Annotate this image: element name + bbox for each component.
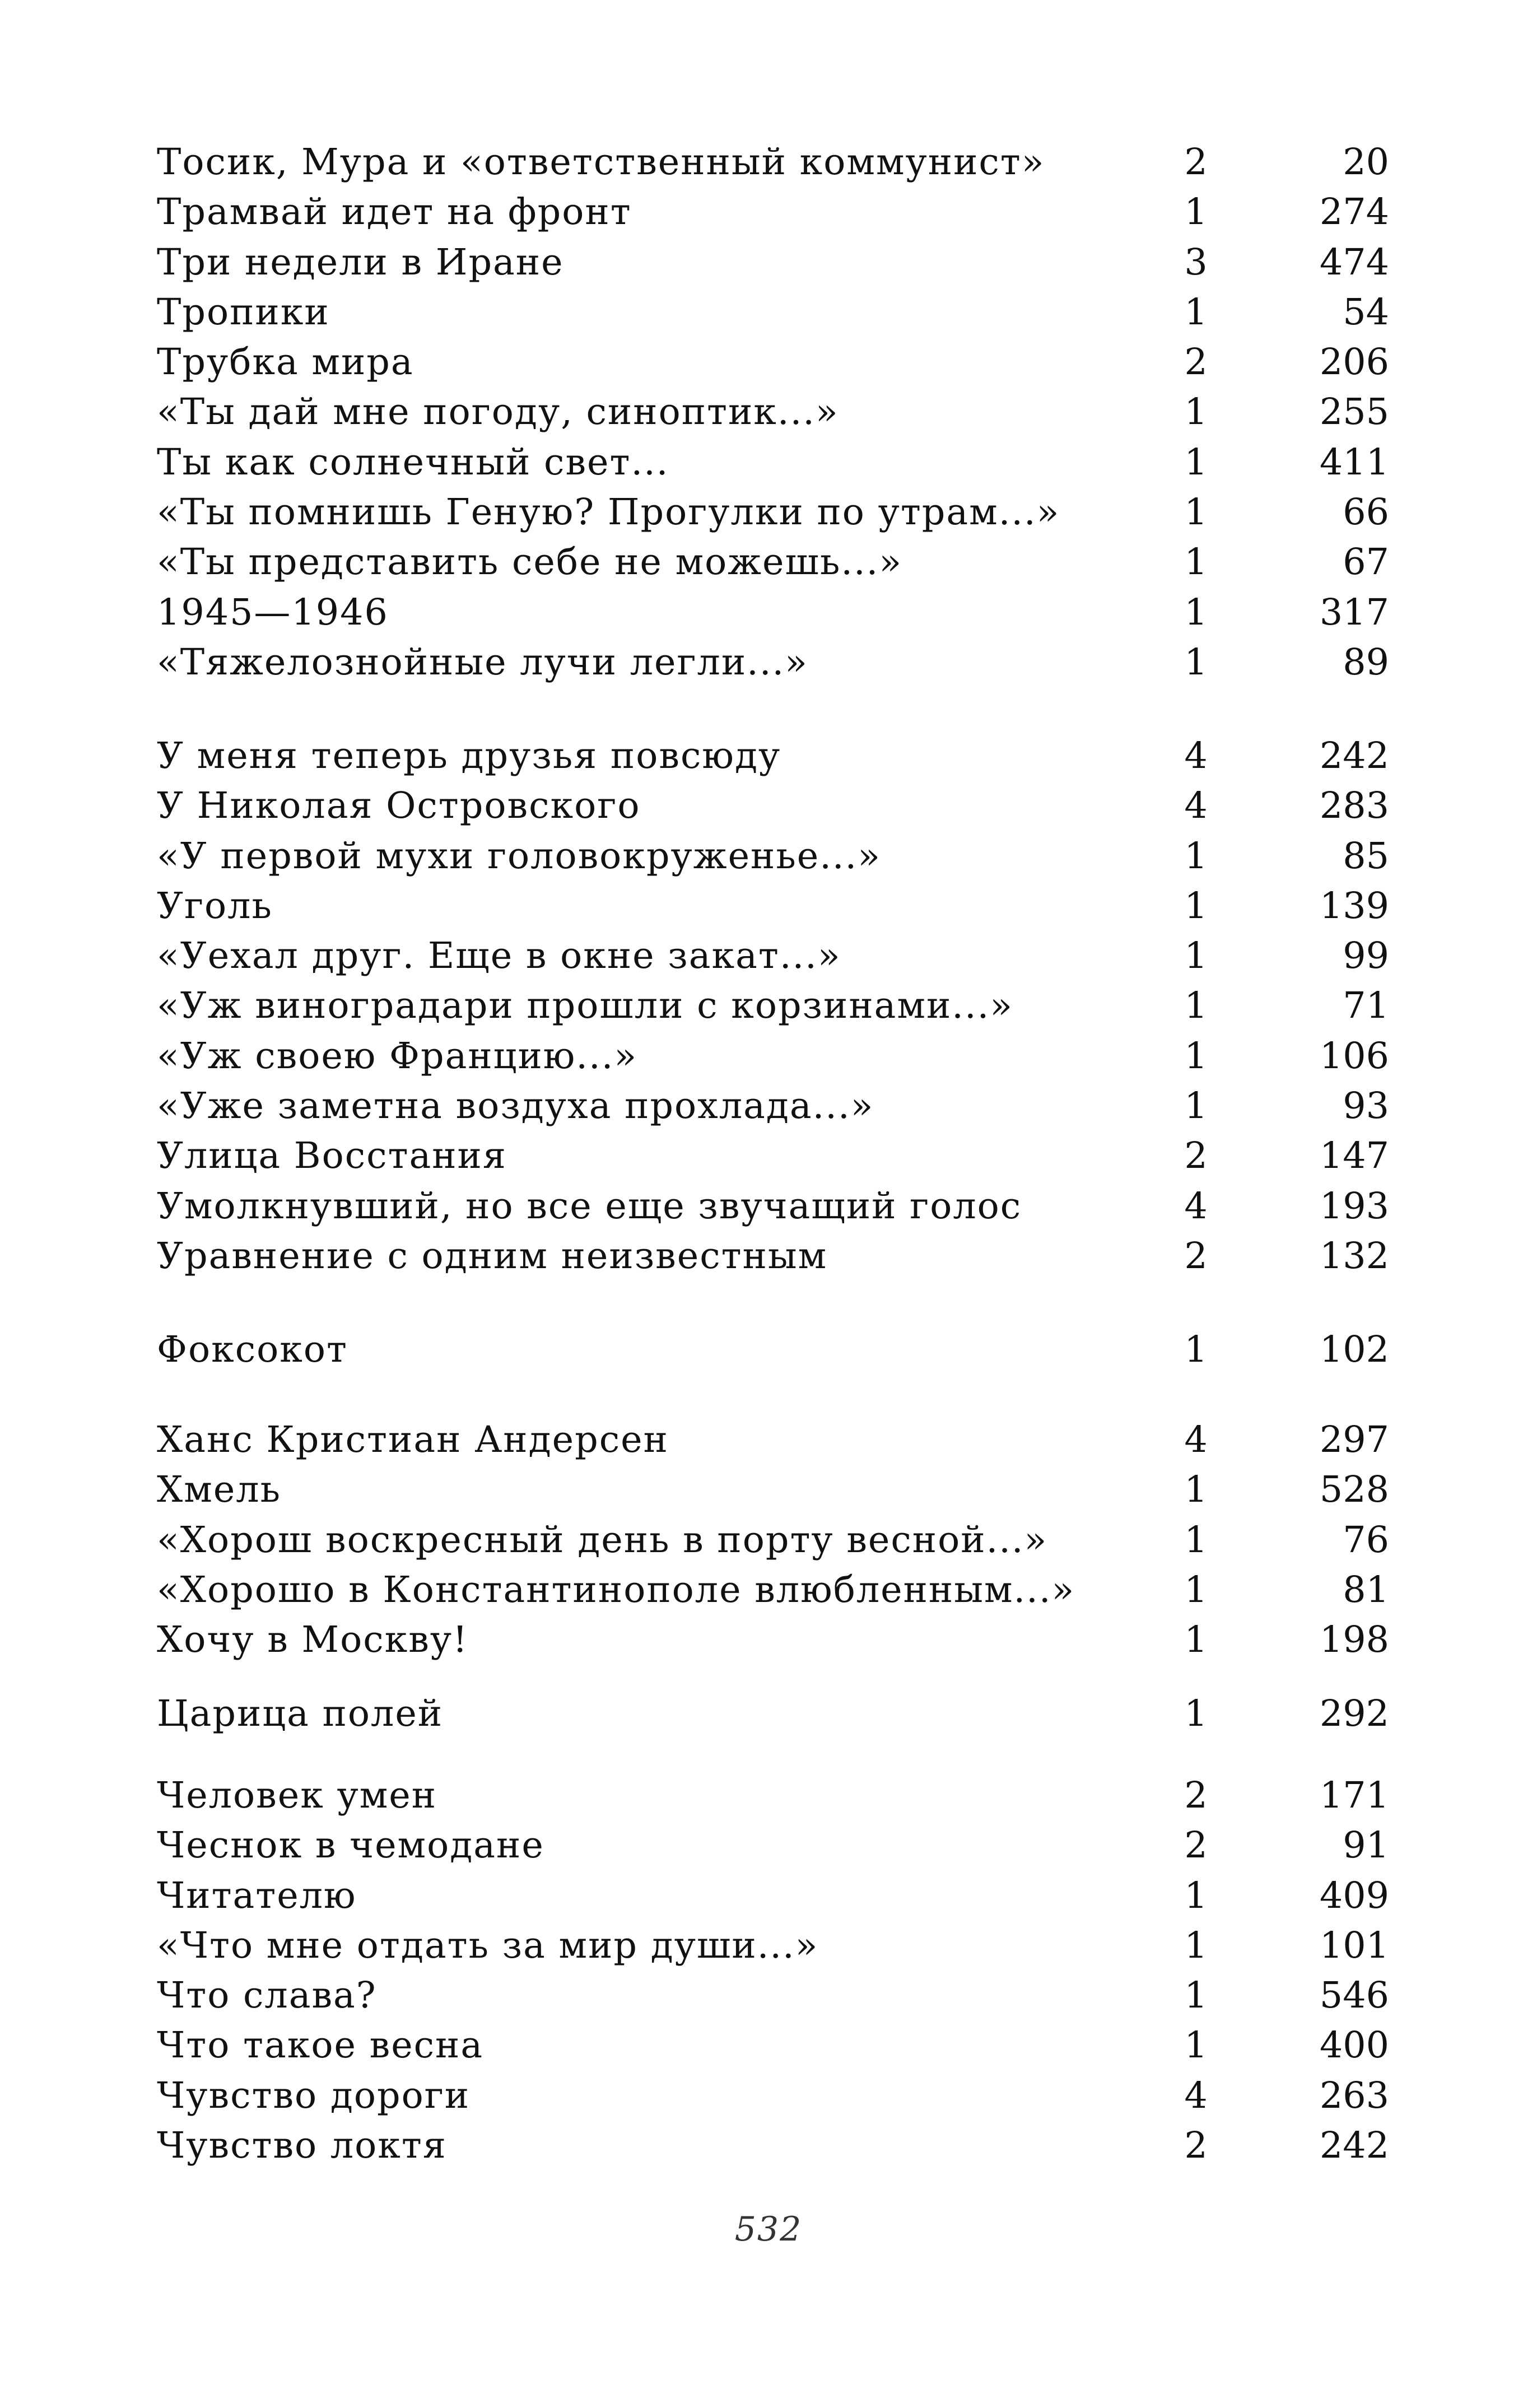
entry-page: 283 [1319,785,1389,827]
index-entry [157,1081,1389,1131]
index-entry [157,1131,1389,1181]
entry-title: «Ты представить себе не можешь...» [157,541,903,584]
entry-volume: 3 [1184,241,1208,283]
index-entry [157,1615,1389,1665]
entry-title: Чувство локтя [157,2125,447,2167]
index-entry [157,881,1389,931]
entry-page: 71 [1343,985,1389,1027]
index-group-ts [157,1689,1389,1739]
index-entry [157,931,1389,981]
index-entry [157,1689,1389,1739]
entry-title: Трубка мира [157,341,414,384]
entry-volume: 1 [1184,1924,1208,1967]
entry-volume: 1 [1184,1974,1208,2017]
entry-volume: 2 [1184,1235,1208,1277]
entry-title: «Уж виноградари прошли с корзинами...» [157,985,1014,1027]
index-entry [157,2020,1389,2070]
entry-page: 101 [1319,1924,1389,1967]
entry-page: 132 [1319,1235,1389,1277]
entry-page: 274 [1319,191,1389,234]
entry-volume: 1 [1184,1519,1208,1561]
entry-page: 474 [1319,241,1389,283]
entry-page: 198 [1319,1619,1389,1661]
index-group-kh [157,1415,1389,1665]
entry-volume: 1 [1184,2024,1208,2067]
entry-volume: 1 [1184,1329,1208,1371]
entry-page: 317 [1319,591,1389,634]
entry-title: Что такое весна [157,2024,484,2067]
index-group-u [157,731,1389,1281]
index-group-ch [157,1771,1389,2171]
entry-title: «Хорошо в Константинополе влюбленным...» [157,1568,1075,1611]
entry-title: Ханс Кристиан Андерсен [157,1419,669,1461]
entry-page: 546 [1319,1974,1389,2017]
entry-title: Умолкнувший, но все еще звучащий голос [157,1185,1022,1227]
entry-volume: 1 [1184,291,1208,333]
entry-page: 102 [1319,1329,1389,1371]
index-entry [157,287,1389,337]
entry-title: Человек умен [157,1774,437,1817]
index-entry [157,237,1389,287]
entry-volume: 4 [1184,735,1208,777]
entry-page: 89 [1343,641,1389,683]
entry-page: 297 [1319,1419,1389,1461]
index-entry [157,1465,1389,1515]
entry-volume: 1 [1184,1085,1208,1128]
entry-page: 76 [1343,1519,1389,1561]
index-entry [157,1031,1389,1081]
index-entry [157,1871,1389,1921]
entry-page: 54 [1343,291,1389,333]
index-entry [157,1181,1389,1231]
entry-page: 206 [1319,341,1389,384]
entry-title: У Николая Островского [157,785,641,827]
entry-volume: 1 [1184,1693,1208,1735]
index-entry [157,337,1389,387]
entry-volume: 1 [1184,884,1208,927]
index-group-t [157,137,1389,687]
entry-title: Что слава? [157,1974,377,2017]
entry-volume: 2 [1184,141,1208,183]
index-entry [157,387,1389,437]
entry-page: 242 [1319,2125,1389,2167]
index-entry [157,187,1389,237]
entry-title: Уголь [157,884,273,927]
index-entry [157,537,1389,587]
entry-title: Фоксокот [157,1329,348,1371]
index-entry [157,2071,1389,2121]
index-entry [157,1820,1389,1870]
entry-title: Уравнение с одним неизвестным [157,1235,828,1277]
entry-volume: 4 [1184,1419,1208,1461]
entry-title: Трамвай идет на фронт [157,191,632,234]
entry-page: 242 [1319,735,1389,777]
index-entry [157,781,1389,831]
entry-title: Ты как солнечный свет... [157,441,669,483]
entry-volume: 1 [1184,1568,1208,1611]
index-entry [157,1921,1389,1971]
entry-volume: 2 [1184,1824,1208,1867]
index-entry [157,2121,1389,2171]
entry-volume: 2 [1184,341,1208,384]
entry-page: 193 [1319,1185,1389,1227]
entry-title: Тропики [157,291,330,333]
entry-title: «Ты дай мне погоду, синоптик...» [157,391,839,434]
index-group-f [157,1325,1389,1375]
entry-title: «Хорош воскресный день в порту весной...» [157,1519,1048,1561]
index-entry [157,1515,1389,1565]
entry-title: Читателю [157,1874,357,1917]
entry-volume: 4 [1184,785,1208,827]
index-entry [157,1565,1389,1615]
entry-title: «У первой мухи головокруженье...» [157,835,881,877]
entry-volume: 1 [1184,541,1208,584]
entry-page: 171 [1319,1774,1389,1817]
entry-title: «Уж своею Францию...» [157,1035,638,1077]
entry-volume: 1 [1184,835,1208,877]
entry-page: 106 [1319,1035,1389,1077]
entry-title: Тосик, Мура и «ответственный коммунист» [157,141,1045,183]
entry-page: 93 [1343,1085,1389,1128]
entry-page: 400 [1319,2024,1389,2067]
index-entry [157,437,1389,487]
entry-title: «Ты помнишь Геную? Прогулки по утрам...» [157,491,1060,534]
entry-title: Царица полей [157,1693,444,1735]
entry-volume: 1 [1184,441,1208,483]
index-entry [157,487,1389,537]
index-entry [157,981,1389,1031]
index-entry [157,1231,1389,1281]
entry-volume: 1 [1184,591,1208,634]
entry-volume: 1 [1184,191,1208,234]
entry-volume: 2 [1184,1135,1208,1177]
index-entry [157,831,1389,881]
entry-volume: 1 [1184,1035,1208,1077]
entry-volume: 4 [1184,1185,1208,1227]
entry-volume: 1 [1184,935,1208,977]
index-entry [157,588,1389,637]
entry-title: «Уехал друг. Еще в окне закат...» [157,935,841,977]
page-number: 532 [734,2210,803,2249]
entry-title: Чувство дороги [157,2074,471,2117]
index-entry [157,1971,1389,2020]
entry-page: 67 [1343,541,1389,584]
index-entry [157,137,1389,187]
index-entry [157,1771,1389,1820]
index-entry [157,731,1389,781]
entry-page: 292 [1319,1693,1389,1735]
entry-page: 409 [1319,1874,1389,1917]
entry-volume: 1 [1184,641,1208,683]
entry-title: «Уже заметна воздуха прохлада...» [157,1085,874,1128]
entry-page: 139 [1319,884,1389,927]
entry-page: 263 [1319,2074,1389,2117]
entry-title: Хочу в Москву! [157,1619,469,1661]
entry-volume: 4 [1184,2074,1208,2117]
entry-volume: 2 [1184,2125,1208,2167]
index-entry [157,1415,1389,1465]
entry-page: 147 [1319,1135,1389,1177]
entry-page: 66 [1343,491,1389,534]
entry-page: 81 [1343,1568,1389,1611]
entry-title: Хмель [157,1469,281,1511]
entry-page: 411 [1319,441,1389,483]
entry-volume: 1 [1184,1619,1208,1661]
entry-page: 20 [1343,141,1389,183]
entry-title: «Тяжелознойные лучи легли...» [157,641,808,683]
entry-volume: 1 [1184,491,1208,534]
entry-volume: 2 [1184,1774,1208,1817]
entry-volume: 1 [1184,1874,1208,1917]
entry-volume: 1 [1184,985,1208,1027]
entry-page: 85 [1343,835,1389,877]
entry-page: 255 [1319,391,1389,434]
index-entry [157,637,1389,687]
entry-volume: 1 [1184,1469,1208,1511]
entry-title: Улица Восстания [157,1135,507,1177]
entry-title: «Что мне отдать за мир души...» [157,1924,819,1967]
entry-page: 91 [1343,1824,1389,1867]
index-entry [157,1325,1389,1375]
entry-title: 1945—1946 [157,591,389,634]
entry-title: Чеснок в чемодане [157,1824,544,1867]
entry-volume: 1 [1184,391,1208,434]
entry-page: 528 [1319,1469,1389,1511]
entry-page: 99 [1343,935,1389,977]
entry-title: У меня теперь друзья повсюду [157,735,781,777]
entry-title: Три недели в Иране [157,241,564,283]
